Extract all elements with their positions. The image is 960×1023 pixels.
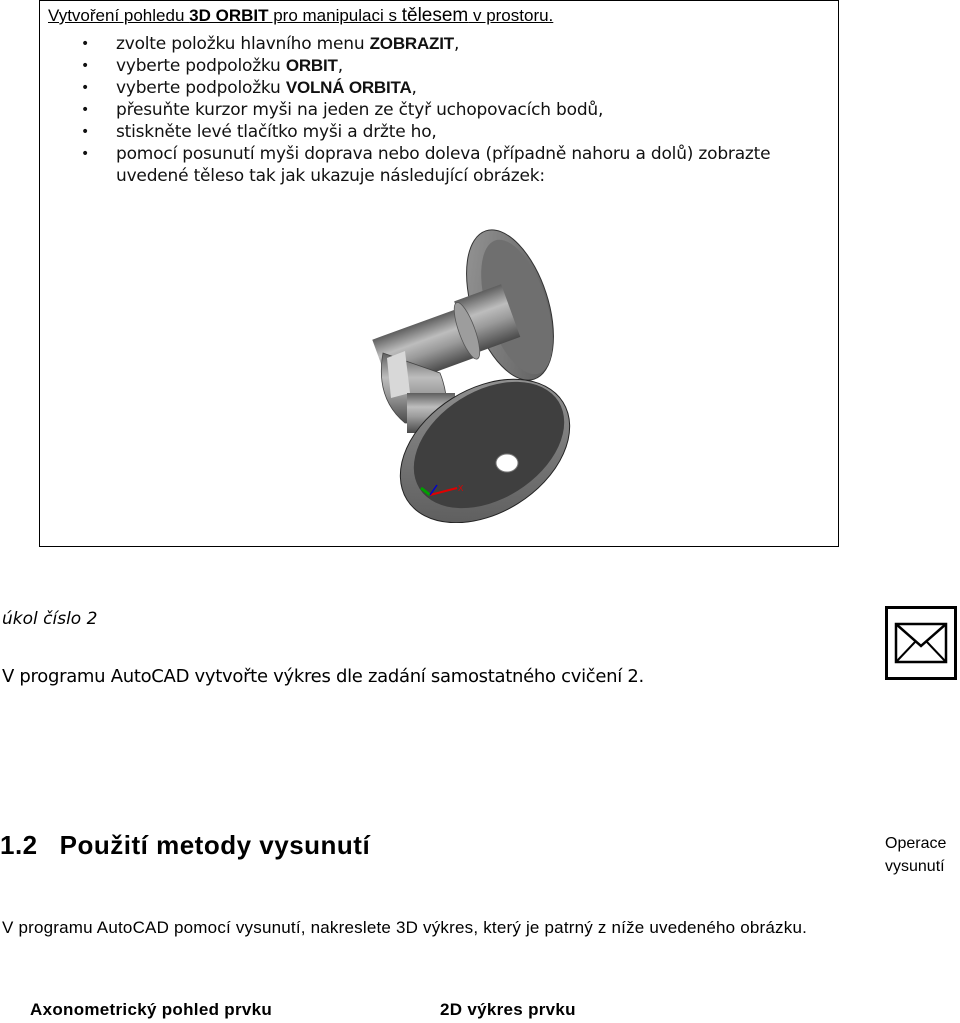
step-item xyxy=(40,77,830,99)
bullet-icon: • xyxy=(81,58,90,74)
step-item xyxy=(40,121,830,143)
title-bold: 3D ORBIT xyxy=(189,6,269,25)
step-text: přesuňte kurzor myši na jeden ze čtyř uchopovacích bodů, xyxy=(116,100,604,120)
section-title: Použití metody vysunutí xyxy=(59,830,371,860)
side-note-line1: Operace xyxy=(885,835,947,852)
step-item xyxy=(40,99,830,121)
envelope-icon xyxy=(885,606,957,680)
step-text: vyberte podpoložku xyxy=(116,78,286,98)
step-text: vyberte podpoložku xyxy=(116,56,286,76)
orbit-steps-list xyxy=(40,33,830,187)
step-post: , xyxy=(411,78,417,98)
step-item xyxy=(40,143,830,165)
step-text: pomocí posunutí myši doprava nebo doleva (případně nahoru a dolů) zobrazte xyxy=(116,144,771,164)
step-continuation: uvedené těleso tak jak ukazuje následující obrázek: xyxy=(116,166,545,186)
bullet-icon: • xyxy=(81,36,90,52)
step-text: zvolte položku hlavního menu xyxy=(116,34,370,54)
title-prefix: Vytvoření pohledu xyxy=(48,6,190,25)
bullet-icon: • xyxy=(81,146,90,162)
side-note-line2: vysunutí xyxy=(885,858,945,875)
orbit-instructions-box xyxy=(39,0,839,547)
task-text: V programu AutoCAD vytvořte výkres dle zadání samostatného cvičení 2. xyxy=(2,666,644,687)
step-item xyxy=(40,33,830,55)
title-big: tělesem xyxy=(401,5,469,26)
caption-axonometric: Axonometrický pohled prvku xyxy=(30,1000,273,1019)
step-item xyxy=(40,55,830,77)
step-post: , xyxy=(453,34,460,54)
side-note xyxy=(885,832,946,878)
step-post: , xyxy=(337,56,343,76)
bullet-icon: • xyxy=(81,124,90,140)
title-mid: pro manipulaci s xyxy=(268,6,402,25)
orbit-box-title xyxy=(48,5,553,27)
step-bold: VOLNÁ ORBITA xyxy=(285,78,412,97)
bullet-icon: • xyxy=(81,102,90,118)
section-heading xyxy=(0,830,370,861)
title-suffix: v prostoru. xyxy=(468,6,554,25)
task-heading: úkol číslo 2 xyxy=(2,609,98,629)
caption-2d-drawing: 2D výkres prvku xyxy=(440,1000,576,1019)
3d-part-model-image xyxy=(335,223,635,523)
step-text: stiskněte levé tlačítko myši a držte ho, xyxy=(116,122,437,142)
step-bold: ORBIT xyxy=(285,56,338,75)
section-number: 1.2 xyxy=(0,830,38,860)
section-text: V programu AutoCAD pomocí vysunutí, nakreslete 3D výkres, který je patrný z níže uvedeného obrázku. xyxy=(2,918,808,937)
bullet-icon: • xyxy=(81,80,90,96)
ucs-x-label: X xyxy=(458,484,464,493)
flange-hole xyxy=(496,454,518,472)
step-bold: ZOBRAZIT xyxy=(369,34,454,53)
